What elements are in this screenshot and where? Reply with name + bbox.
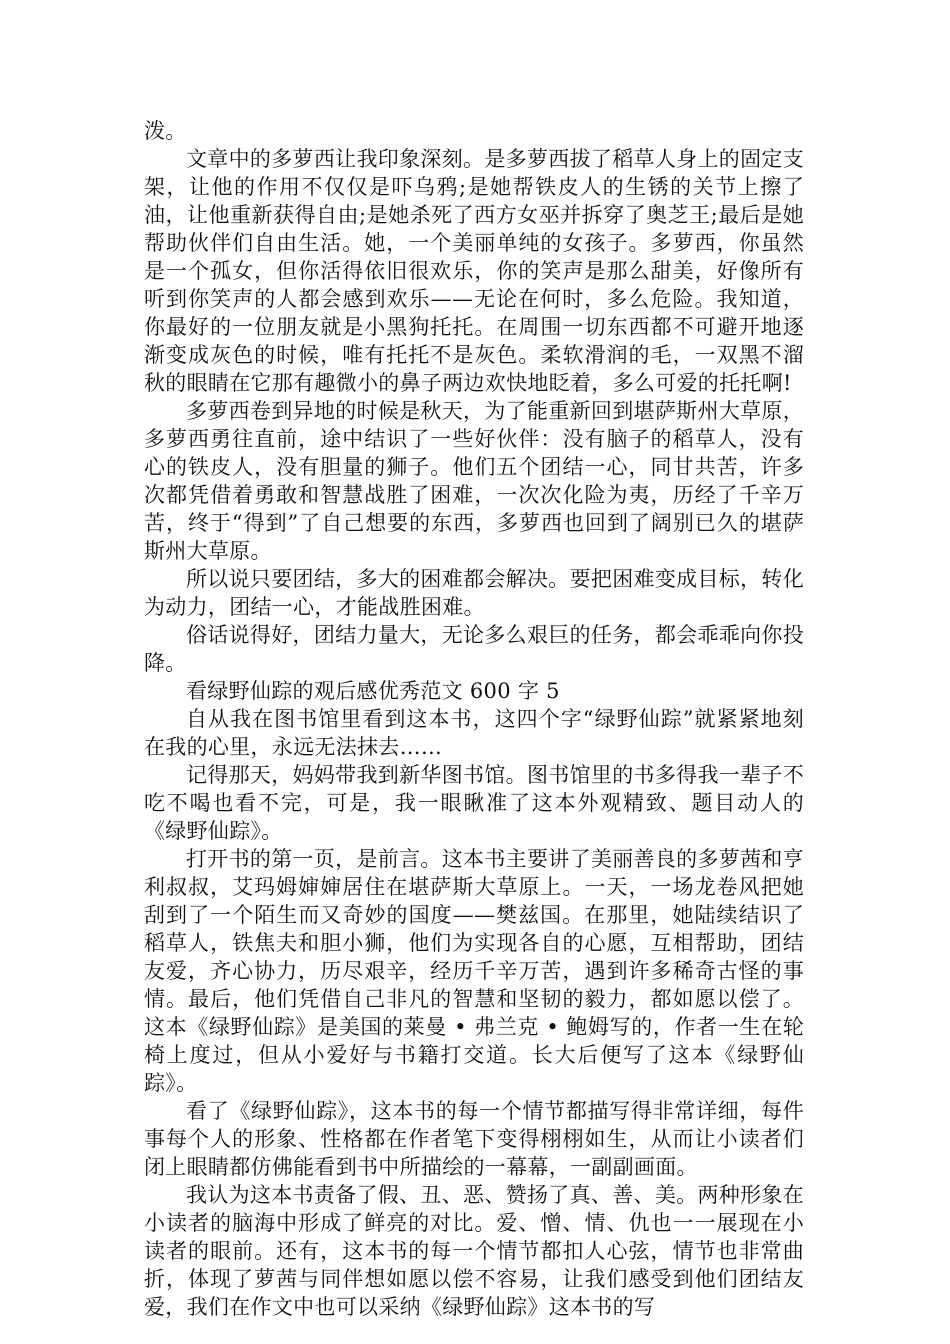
paragraph: 所以说只要团结，多大的困难都会解决。要把困难变成目标，转化为动力，团结一心，才能战胜困难。 <box>144 567 804 619</box>
section-heading: 看绿野仙踪的观后感优秀范文 600 字 5 <box>186 679 560 703</box>
paragraph: 打开书的第一页，是前言。这本书主要讲了美丽善良的多萝茜和亨利叔叔，艾玛姆婶婶居住在堪萨斯大草原上。一天，一场龙卷风把她刮到了一个陌生而又奇妙的国度——樊兹国。在那里，她陆续结识了稻草人，铁焦夫和胆小狮，他们为实现各自的心愿，互相帮助，团结友爱，齐心协力，历尽艰辛，经历千辛万苦，遇到许多稀奇古怪的事情。最后，他们凭借自己非凡的智慧和坚韧的毅力，都如愿以偿了。这本《绿野仙踪》是美国的莱曼 • 弗兰克 • 鲍姆写的，作者一生在轮椅上度过，但从小爱好与书籍打交道。长大后便写了这本《绿野仙踪》。 <box>144 847 804 1095</box>
paragraph: 我认为这本书责备了假、丑、恶、赞扬了真、善、美。两种形象在小读者的脑海中形成了鲜亮的对比。爱、憎、情、仇也一一展现在小读者的眼前。还有，这本书的每一个情节都扣人心弦，情节也非常曲折，体现了萝茜与同伴想如愿以偿不容易，让我们感受到他们团结友爱，我们在作文中也可以采纳《绿野仙踪》这本书的写 <box>144 1183 804 1319</box>
document-body <box>144 117 804 1321</box>
paragraph: 看了《绿野仙踪》，这本书的每一个情节都描写得非常详细，每件事每个人的形象、性格都在作者笔下变得栩栩如生，从而让小读者们闭上眼睛都仿佛能看到书中所描绘的一幕幕，一副副画面。 <box>144 1099 804 1179</box>
paragraph: 文章中的多萝西让我印象深刻。是多萝西拔了稻草人身上的固定支架，让他的作用不仅仅是吓乌鸦;是她帮铁皮人的生锈的关节上擦了油，让他重新获得自由;是她杀死了西方女巫并拆穿了奥芝王;最后是她帮助伙伴们自由生活。她，一个美丽单纯的女孩子。多萝西，你虽然是一个孤女，但你活得依旧很欢乐，你的笑声是那么甜美，好像所有听到你笑声的人都会感到欢乐——无论在何时，多么危险。我知道，你最好的一位朋友就是小黑狗托托。在周围一切东西都不可避开地逐渐变成灰色的时候，唯有托托不是灰色。柔软滑润的毛，一双黑不溜秋的眼睛在它那有趣微小的鼻子两边欢快地眨着，多么可爱的托托啊! <box>144 147 804 395</box>
paragraph: 自从我在图书馆里看到这本书，这四个字“绿野仙踪”就紧紧地刻在我的心里，永远无法抹去…… <box>144 707 804 759</box>
paragraph: 泼。 <box>144 119 187 143</box>
paragraph: 记得那天，妈妈带我到新华图书馆。图书馆里的书多得我一辈子不吃不喝也看不完，可是，我一眼瞅准了这本外观精致、题目动人的《绿野仙踪》。 <box>144 763 804 843</box>
paragraph: 多萝西卷到异地的时候是秋天，为了能重新回到堪萨斯州大草原，多萝西勇往直前，途中结识了一些好伙伴：没有脑子的稻草人，没有心的铁皮人，没有胆量的狮子。他们五个团结一心，同甘共苦，许多次都凭借着勇敢和智慧战胜了困难，一次次化险为夷，历经了千辛万苦，终于“得到”了自己想要的东西，多萝西也回到了阔别已久的堪萨斯州大草原。 <box>144 399 804 563</box>
paragraph: 俗话说得好，团结力量大，无论多么艰巨的任务，都会乖乖向你投降。 <box>144 623 804 675</box>
